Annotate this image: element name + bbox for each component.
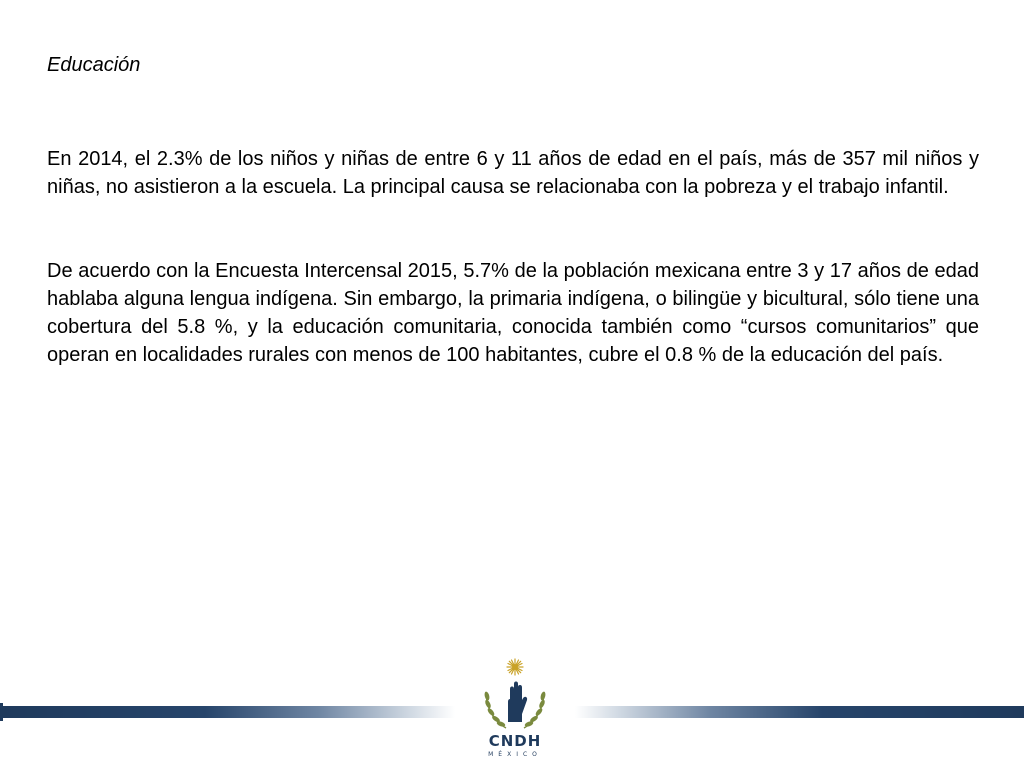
logo-text: CNDH	[488, 732, 542, 750]
logo-subtext: MÉXICO	[488, 751, 542, 758]
footer-bar-left	[0, 706, 455, 718]
footer-bar-right	[575, 706, 1024, 718]
cndh-logo	[470, 656, 560, 764]
slide-content	[47, 50, 979, 369]
paragraph-indigenous-education: De acuerdo con la Encuesta Intercensal 2015, 5.7% de la población mexicana entre 3 y 17 años de edad hablaba alguna lengua indígena. Sin embargo, la primaria indígena, o bilingüe y bicultural, sólo tiene una cobertura del 5.8 %, y la educación comunitaria, conocida también como “cursos comunitarios” que operan en localidades rurales con menos de 100 habitantes, cubre el 0.8 % de la educación del país.	[47, 260, 979, 366]
paragraph-school-attendance: En 2014, el 2.3% de los niños y niñas de entre 6 y 11 años de edad en el país, más de 357 mil niños y niñas, no asistieron a la escuela. La principal causa se relacionaba con la pobreza y el trabajo infantil.	[47, 148, 979, 198]
section-title: Educación	[47, 54, 141, 76]
cndh-emblem-icon	[470, 656, 560, 734]
